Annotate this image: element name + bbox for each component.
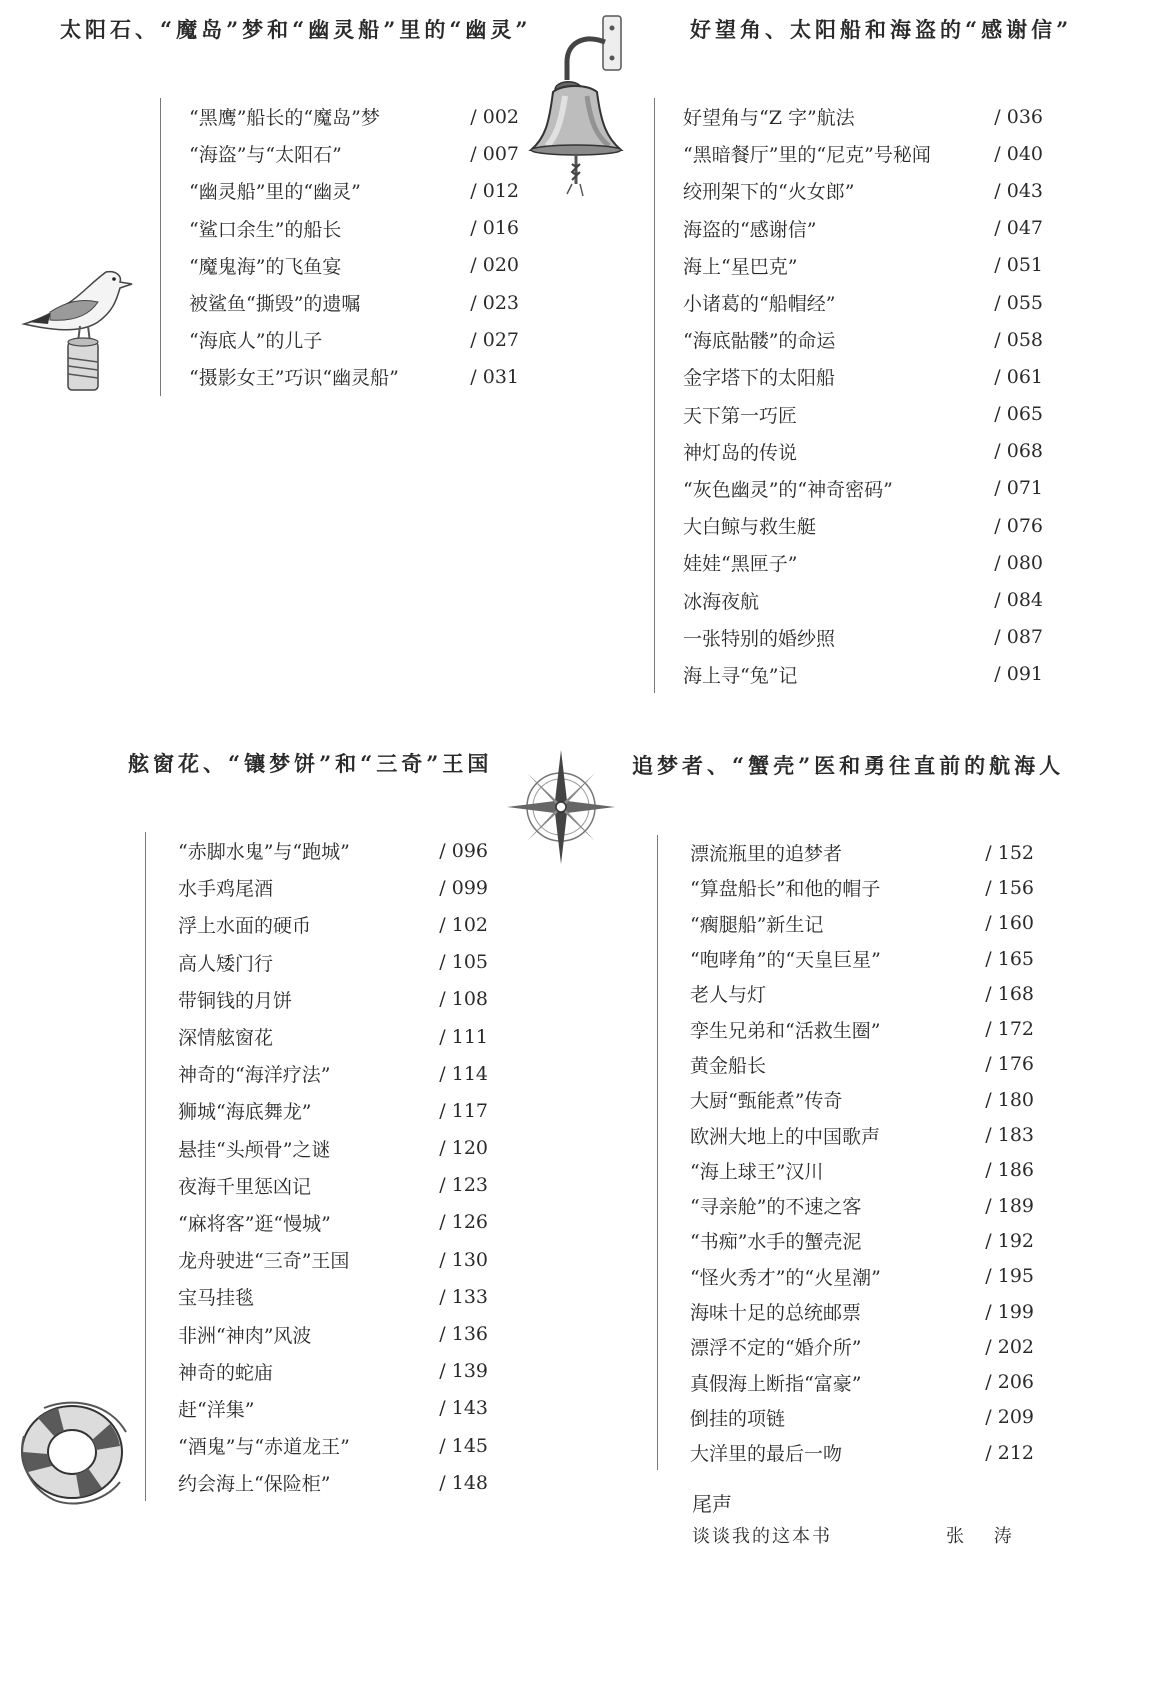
toc-entry-page: / 002: [470, 106, 519, 128]
toc-entry[interactable]: [178, 944, 488, 981]
toc-entry-title: 娃娃“黑匣子”: [683, 553, 798, 576]
toc-entry-page: / 055: [994, 292, 1043, 314]
toc-entry-page: / 007: [470, 143, 519, 165]
toc-entry[interactable]: [178, 1092, 488, 1129]
toc-entry[interactable]: [683, 619, 1043, 656]
toc-entry[interactable]: [178, 1130, 488, 1167]
toc-entry-title: 海上“星巴克”: [683, 255, 798, 278]
seagull-icon: [20, 262, 135, 392]
toc-entry[interactable]: [189, 135, 519, 172]
toc-entry-title: 狮城“海底舞龙”: [178, 1101, 312, 1124]
toc-entry-page: / 102: [439, 914, 488, 936]
toc-entry-title: 约会海上“保险柜”: [178, 1473, 331, 1496]
toc-list-section-2: [654, 98, 1043, 693]
toc-entry-title: 非洲“神肉”风波: [178, 1324, 312, 1347]
toc-entry-page: / 117: [439, 1100, 488, 1122]
toc-entry[interactable]: [178, 1353, 488, 1390]
toc-entry-title: 神奇的蛇庙: [178, 1361, 274, 1384]
toc-entry-page: / 020: [470, 254, 519, 276]
toc-entry[interactable]: [690, 1294, 1034, 1329]
section-title-2: 好望角、太阳船和海盗的“感谢信”: [690, 17, 1073, 42]
toc-entry-title: “灰色幽灵”的“神奇密码”: [683, 478, 893, 501]
toc-entry[interactable]: [178, 1204, 488, 1241]
toc-entry-title: 龙舟驶进“三奇”王国: [178, 1250, 350, 1273]
toc-entry-title: 带铜钱的月饼: [178, 989, 293, 1012]
toc-entry-title: 好望角与“Z 字”航法: [683, 107, 855, 130]
toc-entry-page: / 192: [985, 1230, 1034, 1252]
toc-entry[interactable]: [178, 1278, 488, 1315]
toc-entry-page: / 143: [439, 1397, 488, 1419]
toc-entry-page: / 076: [994, 515, 1043, 537]
toc-entry-page: / 120: [439, 1137, 488, 1159]
toc-entry[interactable]: [683, 210, 1043, 247]
toc-entry[interactable]: [690, 835, 1034, 870]
toc-entry-title: “赤脚水鬼”与“跑城”: [178, 841, 350, 864]
toc-entry[interactable]: [178, 869, 488, 906]
toc-entry-title: 水手鸡尾酒: [178, 878, 274, 901]
toc-entry[interactable]: [178, 1464, 488, 1501]
toc-entry[interactable]: [690, 1153, 1034, 1188]
toc-entry-page: / 111: [439, 1026, 488, 1048]
toc-entry[interactable]: [683, 321, 1043, 358]
toc-entry-page: / 016: [470, 217, 519, 239]
toc-entry[interactable]: [189, 247, 519, 284]
toc-entry-page: / 071: [994, 477, 1043, 499]
toc-entry-page: / 091: [994, 663, 1043, 685]
toc-entry-title: 悬挂“头颅骨”之谜: [178, 1138, 331, 1161]
toc-entry[interactable]: [690, 1435, 1034, 1470]
toc-entry-title: 神奇的“海洋疗法”: [178, 1064, 331, 1087]
epilogue-item: 谈谈我的这本书: [692, 1526, 832, 1547]
toc-entry-title: 浮上水面的硬币: [178, 915, 312, 938]
toc-entry-page: / 031: [470, 366, 519, 388]
toc-entry-title: 一张特别的婚纱照: [683, 627, 836, 650]
toc-entry[interactable]: [683, 433, 1043, 470]
compass-rose-icon: [505, 748, 617, 866]
life-buoy-icon: [14, 1396, 132, 1508]
toc-entry-title: “海盗”与“太阳石”: [189, 144, 342, 167]
toc-entry-title: “怪火秀才”的“火星潮”: [690, 1266, 881, 1289]
toc-entry-title: 漂流瓶里的追梦者: [690, 843, 843, 866]
toc-entry[interactable]: [683, 284, 1043, 321]
toc-entry[interactable]: [178, 832, 488, 869]
toc-entry[interactable]: [690, 941, 1034, 976]
toc-entry[interactable]: [683, 581, 1043, 618]
toc-entry-page: / 183: [985, 1124, 1034, 1146]
toc-entry[interactable]: [189, 321, 519, 358]
toc-entry-page: / 152: [985, 842, 1034, 864]
toc-entry-title: 深情舷窗花: [178, 1027, 274, 1050]
toc-entry-page: / 051: [994, 254, 1043, 276]
toc-entry-title: 夜海千里惩凶记: [178, 1175, 312, 1198]
toc-entry-title: “酒鬼”与“赤道龙王”: [178, 1436, 350, 1459]
toc-entry-page: / 168: [985, 983, 1034, 1005]
toc-entry-title: “幽灵船”里的“幽灵”: [189, 181, 361, 204]
toc-entry-title: 海上寻“兔”记: [683, 664, 798, 687]
toc-entry[interactable]: [189, 284, 519, 321]
toc-entry-page: / 099: [439, 877, 488, 899]
toc-entry-title: “海上球王”汉川: [690, 1160, 824, 1183]
toc-entry-title: “鲨口余生”的船长: [189, 218, 342, 241]
toc-entry-page: / 176: [985, 1053, 1034, 1075]
toc-entry[interactable]: [178, 906, 488, 943]
toc-entry-title: 海味十足的总统邮票: [690, 1302, 862, 1324]
toc-entry-title: 大洋里的最后一吻: [690, 1443, 843, 1466]
toc-entry-page: / 133: [439, 1286, 488, 1308]
toc-entry-title: 黄金船长: [690, 1054, 767, 1077]
toc-entry-page: / 136: [439, 1323, 488, 1345]
toc-entry-title: 倒挂的项链: [690, 1407, 786, 1430]
toc-entry-page: / 202: [985, 1336, 1034, 1358]
toc-entry-title: 孪生兄弟和“活救生圈”: [690, 1019, 881, 1042]
toc-entry[interactable]: [690, 1047, 1034, 1082]
toc-entry-page: / 105: [439, 951, 488, 973]
toc-entry-page: / 040: [994, 143, 1043, 165]
toc-entry-title: “瘸腿船”新生记: [690, 913, 824, 936]
toc-entry-page: / 139: [439, 1360, 488, 1382]
toc-entry-page: / 156: [985, 877, 1034, 899]
toc-entry-page: / 096: [439, 840, 488, 862]
toc-entry-title: “麻将客”逛“慢城”: [178, 1212, 331, 1235]
toc-entry[interactable]: [683, 135, 1043, 172]
toc-entry-page: / 165: [985, 948, 1034, 970]
toc-entry-page: / 209: [985, 1406, 1034, 1428]
toc-entry-title: “黑暗餐厅”里的“尼克”号秘闻: [683, 144, 931, 167]
toc-entry-title: 宝马挂毯: [178, 1287, 255, 1310]
toc-entry[interactable]: [690, 1188, 1034, 1223]
toc-entry[interactable]: [683, 396, 1043, 433]
toc-entry-title: “寻亲舱”的不速之客: [690, 1196, 862, 1219]
section-title-1: 太阳石、“魔岛”梦和“幽灵船”里的“幽灵”: [60, 17, 532, 42]
toc-list-section-4: [657, 835, 1034, 1470]
toc-entry[interactable]: [178, 981, 488, 1018]
toc-list-section-3: [145, 832, 488, 1501]
toc-entry[interactable]: [189, 172, 519, 209]
toc-entry-page: / 047: [994, 217, 1043, 239]
toc-entry-page: / 180: [985, 1089, 1034, 1111]
toc-entry-page: / 126: [439, 1211, 488, 1233]
toc-entry[interactable]: [690, 1223, 1034, 1258]
toc-entry-title: 真假海上断指“富豪”: [690, 1372, 862, 1395]
toc-entry[interactable]: [683, 656, 1043, 693]
toc-entry-title: “海底人”的儿子: [189, 330, 323, 353]
toc-entry-title: 老人与灯: [690, 984, 767, 1007]
toc-entry-page: / 080: [994, 552, 1043, 574]
toc-entry-title: 欧洲大地上的中国歌声: [690, 1125, 881, 1148]
toc-entry[interactable]: [178, 1315, 488, 1352]
toc-entry[interactable]: [683, 98, 1043, 135]
toc-entry[interactable]: [189, 358, 519, 395]
toc-entry-title: “摄影女王”巧识“幽灵船”: [189, 367, 399, 390]
toc-entry[interactable]: [690, 1329, 1034, 1364]
toc-entry[interactable]: [178, 1167, 488, 1204]
section-title-3: 舷窗花、“镶梦饼”和“三奇”王国: [128, 751, 493, 776]
toc-entry-title: 金字塔下的太阳船: [683, 367, 836, 390]
toc-entry-page: / 065: [994, 403, 1043, 425]
toc-entry-page: / 199: [985, 1301, 1034, 1323]
toc-entry[interactable]: [690, 870, 1034, 905]
toc-entry-page: / 206: [985, 1371, 1034, 1393]
toc-entry-title: “魔鬼海”的飞鱼宴: [189, 255, 342, 278]
toc-entry[interactable]: [690, 1400, 1034, 1435]
toc-entry-page: / 186: [985, 1159, 1034, 1181]
toc-entry-page: / 036: [994, 106, 1043, 128]
toc-entry-title: 绞刑架下的“火女郎”: [683, 181, 855, 204]
toc-entry-page: / 043: [994, 180, 1043, 202]
toc-entry-title: 海盗的“感谢信”: [683, 218, 817, 241]
toc-list-section-1: [160, 98, 519, 396]
toc-entry-title: 赶“洋集”: [178, 1398, 255, 1421]
toc-entry-title: 大白鲸与救生艇: [683, 516, 817, 539]
toc-entry-title: “书痴”水手的蟹壳泥: [690, 1231, 862, 1254]
toc-entry-page: / 087: [994, 626, 1043, 648]
toc-entry-title: “咆哮角”的“天皇巨星”: [690, 949, 881, 972]
toc-entry-page: / 195: [985, 1265, 1034, 1287]
toc-entry-page: / 130: [439, 1249, 488, 1271]
bell-icon: [525, 14, 635, 199]
toc-entry-title: 高人矮门行: [178, 952, 274, 975]
toc-entry[interactable]: [178, 1018, 488, 1055]
toc-entry-page: / 160: [985, 912, 1034, 934]
toc-entry[interactable]: [683, 358, 1043, 395]
toc-entry-page: / 027: [470, 329, 519, 351]
toc-entry[interactable]: [683, 470, 1043, 507]
toc-entry-page: / 068: [994, 440, 1043, 462]
toc-entry[interactable]: [178, 1055, 488, 1092]
toc-entry-page: / 123: [439, 1174, 488, 1196]
toc-entry-title: 被鲨鱼“撕毁”的遗嘱: [189, 293, 361, 316]
toc-entry[interactable]: [690, 1082, 1034, 1117]
toc-entry-title: 冰海夜航: [683, 590, 760, 613]
toc-entry[interactable]: [683, 172, 1043, 209]
toc-entry-page: / 012: [470, 180, 519, 202]
epilogue-heading: 尾声: [692, 1492, 732, 1516]
toc-entry[interactable]: [690, 906, 1034, 941]
toc-entry-page: / 189: [985, 1195, 1034, 1217]
toc-entry-title: 天下第一巧匠: [683, 404, 798, 427]
toc-entry-page: / 172: [985, 1018, 1034, 1040]
epilogue-author: 张 涛: [946, 1526, 1024, 1547]
toc-entry-title: “海底骷髅”的命运: [683, 330, 836, 353]
toc-entry-title: “黑鹰”船长的“魔岛”梦: [189, 107, 380, 130]
toc-entry[interactable]: [690, 976, 1034, 1011]
toc-entry[interactable]: [690, 1364, 1034, 1399]
toc-entry-page: / 058: [994, 329, 1043, 351]
toc-entry-page: / 084: [994, 589, 1043, 611]
toc-entry[interactable]: [189, 210, 519, 247]
toc-entry-page: / 114: [439, 1063, 488, 1085]
toc-entry[interactable]: [683, 507, 1043, 544]
toc-entry-page: / 145: [439, 1435, 488, 1457]
toc-entry[interactable]: [178, 1241, 488, 1278]
toc-entry-title: “算盘船长”和他的帽子: [690, 878, 881, 901]
toc-entry-page: / 148: [439, 1472, 488, 1494]
toc-entry-page: / 212: [985, 1442, 1034, 1464]
toc-entry-title: 大厨“甄能煮”传奇: [690, 1090, 843, 1113]
toc-entry[interactable]: [683, 544, 1043, 581]
toc-entry-title: 神灯岛的传说: [683, 441, 798, 464]
toc-entry[interactable]: [690, 1117, 1034, 1152]
toc-entry[interactable]: [690, 1011, 1034, 1046]
toc-entry[interactable]: [178, 1390, 488, 1427]
toc-entry[interactable]: [690, 1259, 1034, 1294]
toc-entry[interactable]: [189, 98, 519, 135]
toc-entry-title: 小诸葛的“船帽经”: [683, 293, 836, 316]
toc-entry[interactable]: [178, 1427, 488, 1464]
section-title-4: 追梦者、“蟹壳”医和勇往直前的航海人: [632, 753, 1065, 778]
toc-entry-page: / 023: [470, 292, 519, 314]
toc-entry-page: / 061: [994, 366, 1043, 388]
toc-entry[interactable]: [683, 247, 1043, 284]
toc-entry-title: 漂浮不定的“婚介所”: [690, 1337, 862, 1360]
toc-entry-page: / 108: [439, 988, 488, 1010]
